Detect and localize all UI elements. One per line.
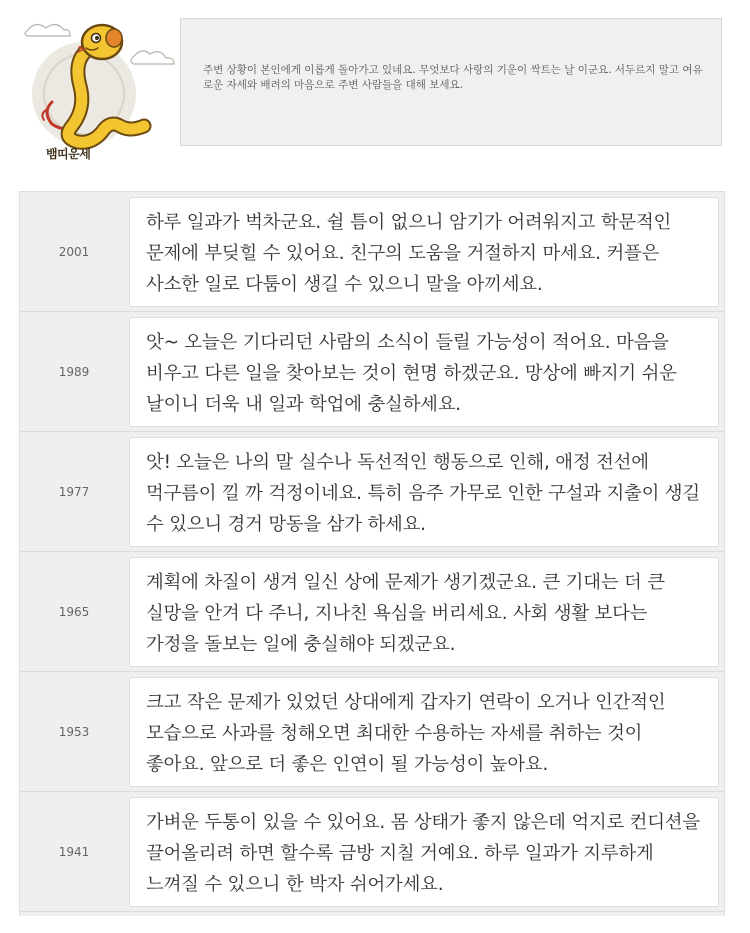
fortune-text: 가벼운 두통이 있을 수 있어요. 몸 상태가 좋지 않은데 억지로 컨디션을 끌어올리려 하면 할수록 금방 지칠 거예요. 하루 일과가 지루하게 느껴질 수 있으니 한 박자 쉬어가세요. bbox=[146, 812, 700, 895]
fortune-row bbox=[20, 552, 724, 672]
yearly-fortune-list bbox=[19, 191, 725, 916]
fortune-header bbox=[0, 0, 750, 170]
fortune-card bbox=[129, 557, 719, 667]
fortune-text: 계획에 차질이 생겨 일신 상에 문제가 생기겠군요. 큰 기대는 더 큰 실망을 안겨 다 주니, 지나친 욕심을 버리세요. 사회 생활 보다는 가정을 돌보는 일에 충실해야 되겠군요. bbox=[146, 572, 665, 655]
summary-box bbox=[180, 18, 722, 146]
fortune-card bbox=[129, 677, 719, 787]
fortune-year: 1953 bbox=[58, 725, 90, 739]
fortune-row bbox=[20, 312, 724, 432]
fortune-card bbox=[129, 317, 719, 427]
mascot-label: 뱀띠운세 bbox=[46, 147, 91, 161]
fortune-year: 2001 bbox=[58, 245, 90, 259]
fortune-row bbox=[20, 672, 724, 792]
fortune-text: 앗! 오늘은 나의 말 실수나 독선적인 행동으로 인해, 애정 전선에 먹구름이 낄 까 걱정이네요. 특히 음주 가무로 인한 구설과 지출이 생길 수 있으니 경거 망동을 삼가 하세요. bbox=[146, 452, 700, 535]
snake-mascot-icon bbox=[22, 12, 182, 162]
fortune-row bbox=[20, 792, 724, 912]
fortune-card bbox=[129, 437, 719, 547]
fortune-year: 1977 bbox=[58, 485, 90, 499]
fortune-year: 1965 bbox=[58, 605, 90, 619]
fortune-text: 앗~ 오늘은 기다리던 사람의 소식이 들릴 가능성이 적어요. 마음을 비우고 다른 일을 찾아보는 것이 현명 하겠군요. 망상에 빠지기 쉬운 날이니 더욱 내 일과 학업에 충실하세요. bbox=[146, 332, 677, 415]
fortune-row bbox=[20, 432, 724, 552]
fortune-row bbox=[20, 192, 724, 312]
fortune-text: 하루 일과가 벅차군요. 쉴 틈이 없으니 암기가 어려워지고 학문적인 문제에 부딪힐 수 있어요. 친구의 도움을 거절하지 마세요. 커플은 사소한 일로 다툼이 생길 수 있으니 말을 아끼세요. bbox=[146, 212, 672, 295]
summary-text: 주변 상황이 본인에게 이롭게 돌아가고 있네요. 무엇보다 사랑의 기운이 싹트는 날 이군요. 서두르지 말고 여유로운 자세와 배려의 마음으로 주변 사람들을 대해 보세요. bbox=[203, 64, 703, 91]
fortune-text: 크고 작은 문제가 있었던 상대에게 갑자기 연락이 오거나 인간적인 모습으로 사과를 청해오면 최대한 수용하는 자세를 취하는 것이 좋아요. 앞으로 더 좋은 인연이 될 가능성이 높아요. bbox=[146, 692, 666, 775]
fortune-year: 1989 bbox=[58, 365, 90, 379]
fortune-card bbox=[129, 797, 719, 907]
fortune-card bbox=[129, 197, 719, 307]
fortune-year: 1941 bbox=[58, 845, 90, 859]
